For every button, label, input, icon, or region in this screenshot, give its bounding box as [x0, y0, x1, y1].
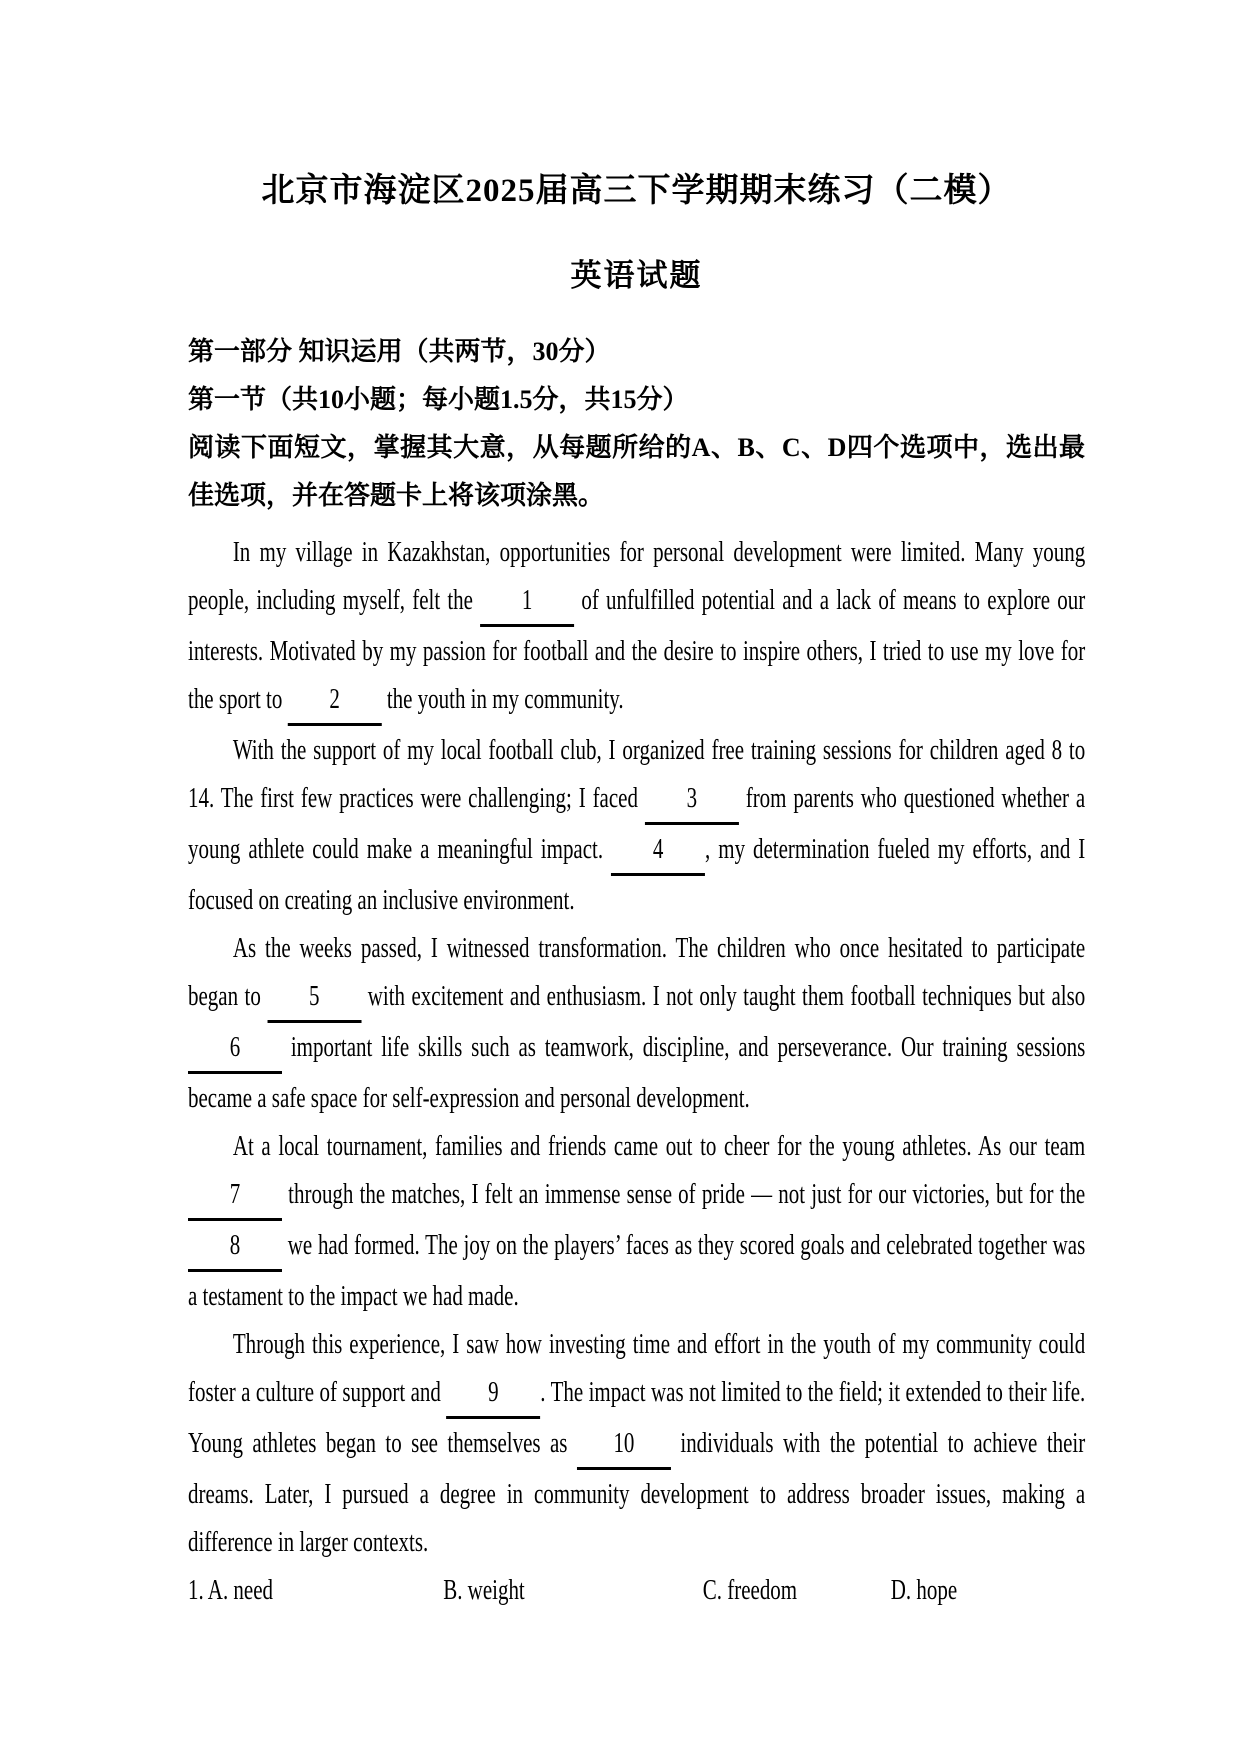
question-1-option-a: 1. A. need [188, 1574, 274, 1606]
section-headings [188, 328, 1085, 520]
passage-paragraph: At a local tournament, families and friends came out to cheer for the young athletes. As our team 7 through the matches, I felt an immense sense of pride — not just for our victories, but for the 8 we had formed. The joy on the players’ faces as they scored goals and celebrated together was a testament to the impact we had made. [188, 1130, 1086, 1312]
passage-paragraph: As the weeks passed, I witnessed transformation. The children who once hesitated to participate began to 5 with excitement and enthusiasm. I not only taught them football techniques but also 6 important life skills such as teamwork, discipline, and perseverance. Our training sessions became a safe space for self-expression and personal development. [188, 932, 1086, 1114]
passage [188, 528, 1085, 1566]
blank-6: 6 [188, 1023, 282, 1074]
blank-8: 8 [188, 1221, 282, 1272]
document-content [188, 170, 1085, 1614]
section-heading: 第一节（共10小题；每小题1.5分，共15分） [188, 385, 689, 414]
blank-9: 9 [446, 1368, 540, 1419]
question-1-option-c: C. freedom [702, 1574, 798, 1606]
blank-2: 2 [288, 675, 382, 726]
question-1-option-b: B. weight [443, 1574, 525, 1606]
passage-paragraph: Through this experience, I saw how investing time and effort in the youth of my community could foster a culture of support and 9 . The impact was not limited to the field; it extended to their life. Young athletes began to see themselves as 10 individuals with the potential to achieve their dreams. Later, I pursued a degree in community development to address broader issues, making a difference in larger contexts. [188, 1328, 1086, 1558]
blank-7: 7 [188, 1170, 282, 1221]
instruction-line-2: 佳选项，并在答题卡上将该项涂黑。 [188, 481, 605, 510]
question-1-option-d: D. hope [890, 1574, 958, 1606]
blank-10: 10 [577, 1419, 671, 1470]
blank-3: 3 [645, 774, 739, 825]
blank-1: 1 [480, 576, 574, 627]
document-title: 北京市海淀区2025届高三下学期期末练习（二模） [261, 173, 1012, 209]
part-heading: 第一部分 知识运用（共两节，30分） [188, 337, 611, 366]
passage-paragraph: With the support of my local football club, I organized free training sessions for children aged 8 to 14. The first few practices were challenging; I faced 3 from parents who questioned whether a young athlete could make a meaningful impact. 4 , my determination fueled my efforts, and I focused on creating an inclusive environment. [188, 734, 1086, 916]
blank-4: 4 [611, 825, 705, 876]
question-row [188, 1566, 1085, 1614]
blank-5: 5 [267, 972, 361, 1023]
passage-paragraph: In my village in Kazakhstan, opportunities for personal development were limited. Many young people, including myself, felt the 1 of unfulfilled potential and a lack of means to explore our interests. Motivated by my passion for football and the desire to inspire others, I tried to use my love for the sport to 2 the youth in my community. [188, 528, 1085, 726]
question-list [188, 1566, 1085, 1614]
document-subtitle: 英语试题 [570, 258, 703, 293]
instruction-line-1: 阅读下面短文，掌握其大意，从每题所给的A、B、C、D四个选项中，选出最 [188, 433, 1085, 462]
